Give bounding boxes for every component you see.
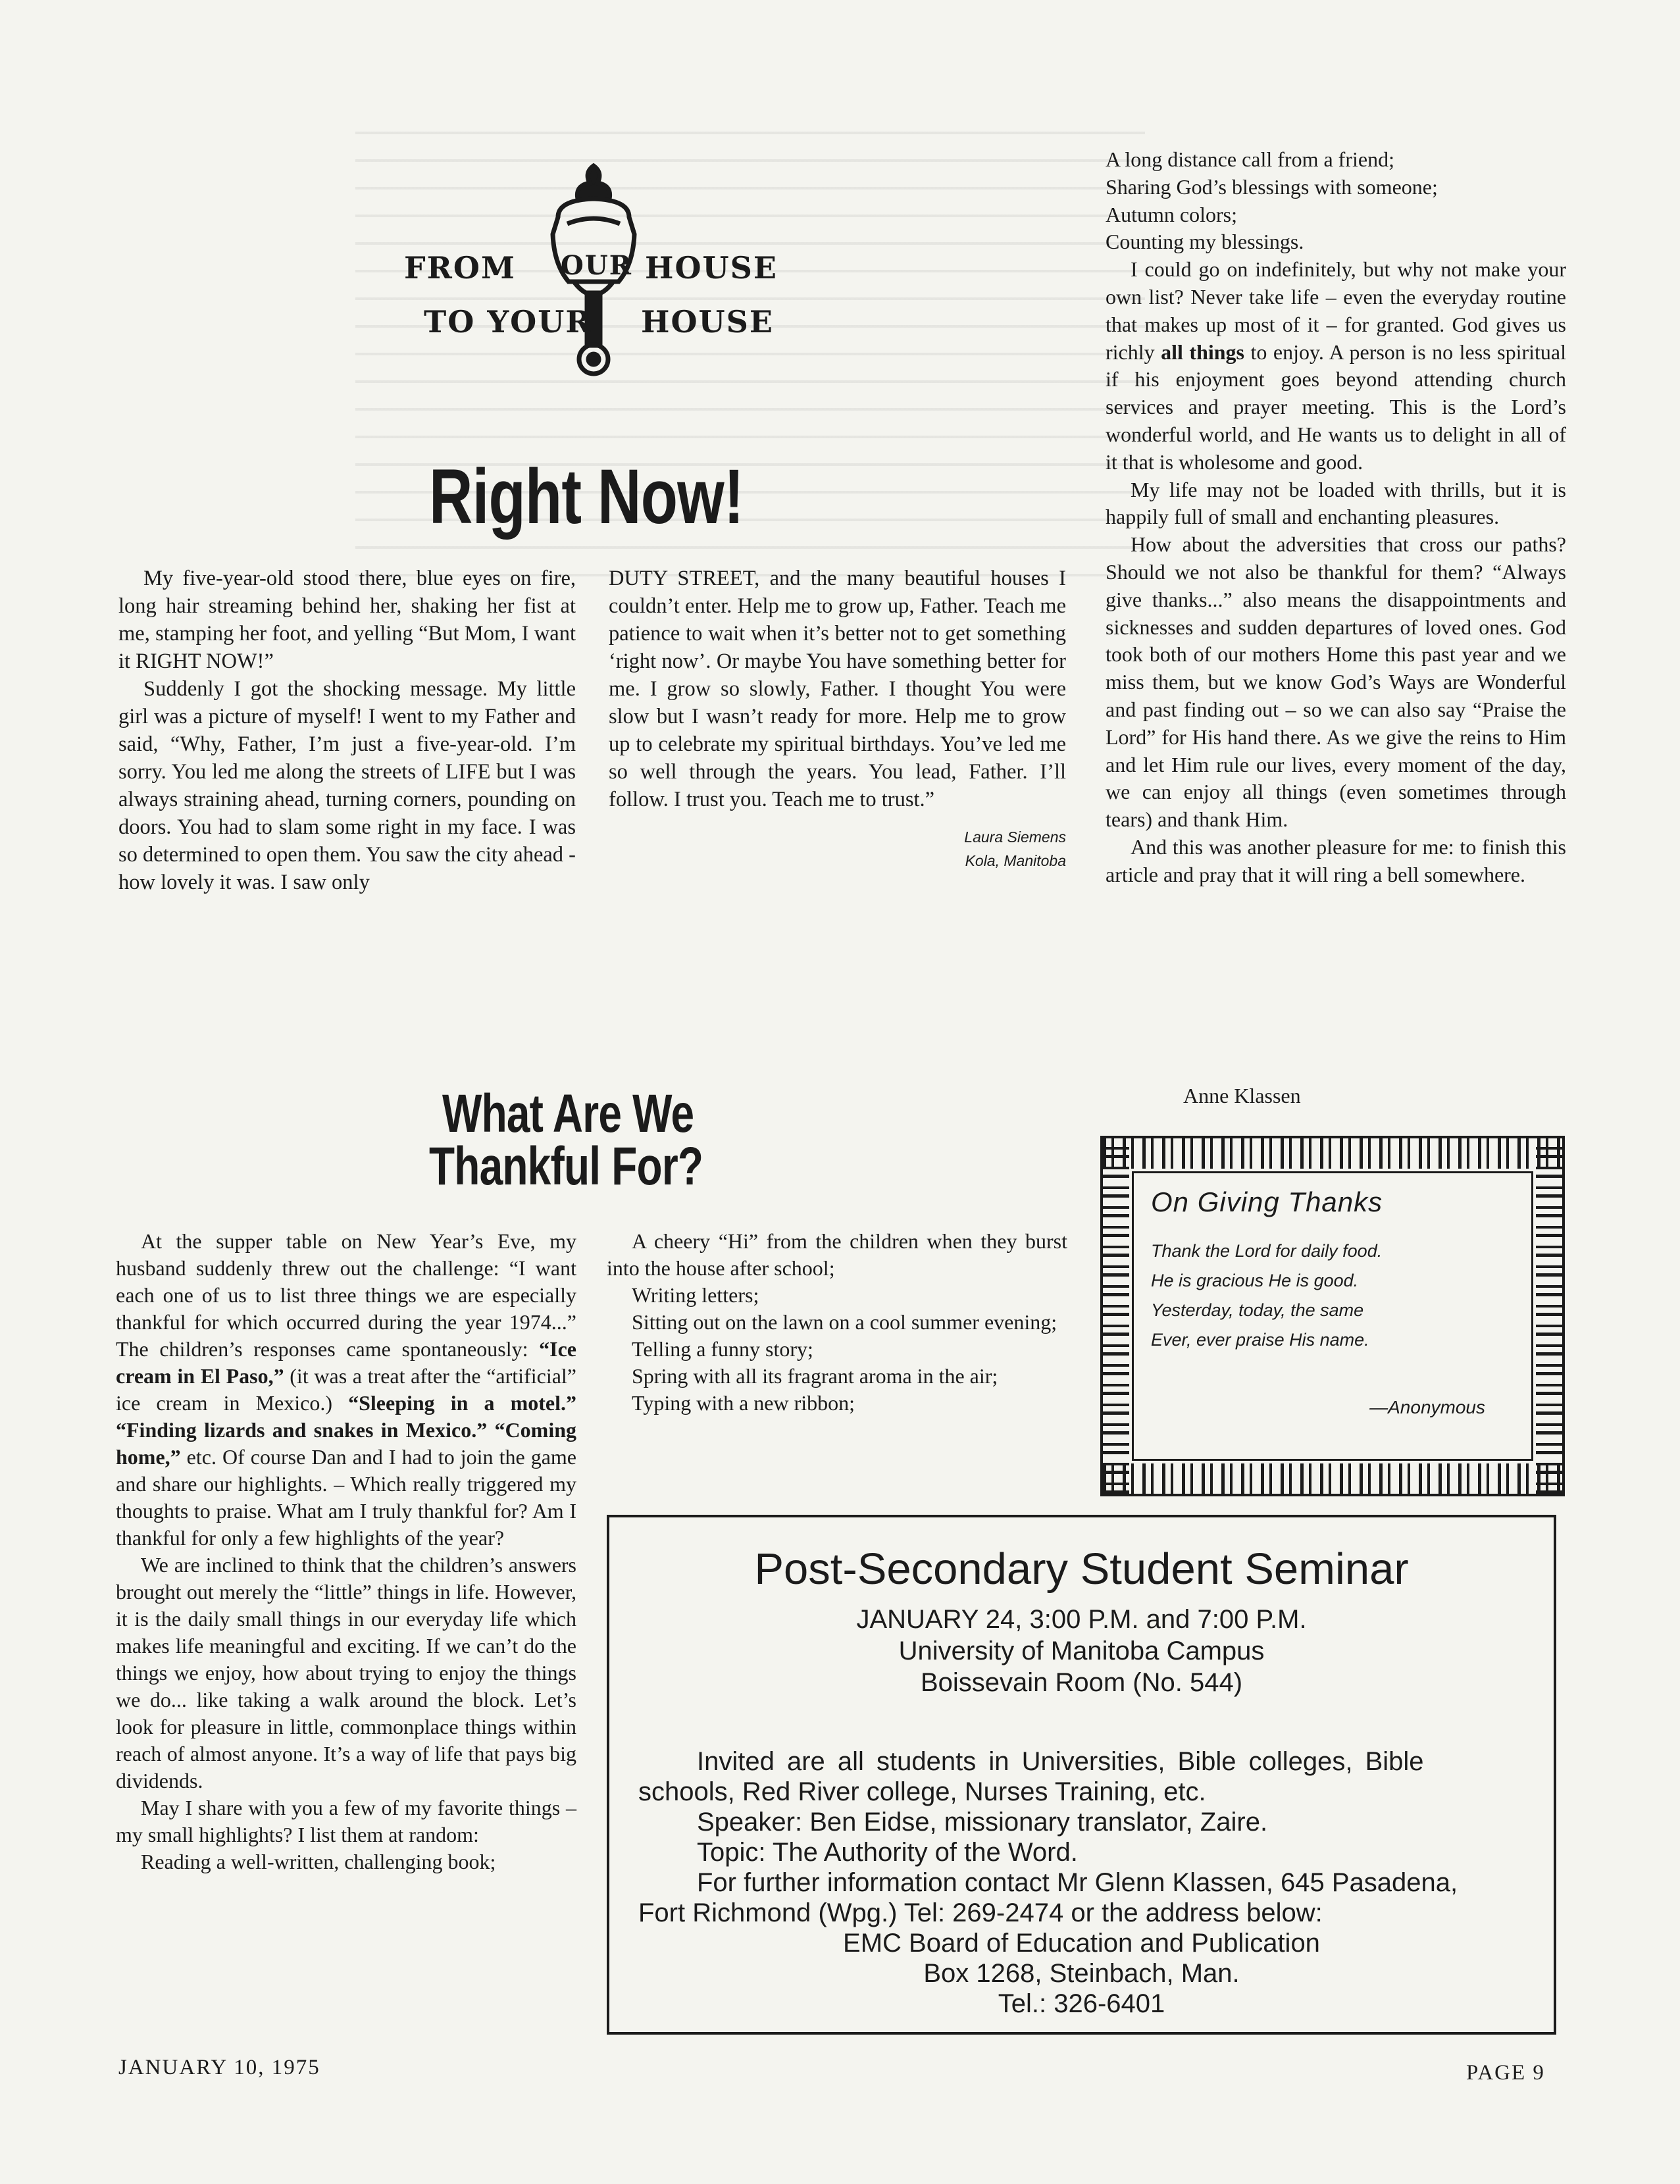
poem-line: Yesterday, today, the same	[1151, 1300, 1364, 1320]
article2-col2-item: Sitting out on the lawn on a cool summer evening;	[632, 1310, 1057, 1334]
article2-col3-list-item: Autumn colors;	[1106, 202, 1237, 226]
poem-lines	[1151, 1236, 1382, 1355]
article2-col1	[116, 1228, 576, 1875]
article1-author: Laura Siemens	[964, 828, 1066, 846]
article2-col1-p4: Reading a well-written, challenging book;	[141, 1850, 496, 1873]
seminar-notice	[607, 1515, 1556, 2035]
poem-author: —Anonymous	[1369, 1397, 1485, 1417]
masthead-line2-right: HOUSE	[641, 304, 774, 340]
article2-col1-p1-a: At the supper table on New Year’s Eve, my husband suddenly threw out the challenge: “I want each one of us to list three things we are especially thankful for which occurred during the year 1974...” The children’s responses came spontaneously:	[116, 1229, 576, 1361]
article2-col1-p1-b: (it was a treat after the “artificial” ice cream in Mexico.)	[116, 1364, 577, 1415]
article2-col2-item: Telling a funny story;	[632, 1337, 813, 1361]
masthead-line1-right: HOUSE	[645, 250, 778, 286]
seminar-tel: Tel.: 326-6401	[998, 1989, 1165, 2018]
article1-col1-p2: Suddenly I got the shocking message. My little girl was a picture of myself! I went to my Father and said, “Why, Father, I’m just a five-year-old. I’m sorry. You led me along the streets of LIFE but I was always straining ahead, turning corners, pounding on doors. You had to slam some right in my face. I was so determined to open them. You saw the city ahead - how lovely it was. I saw only	[118, 677, 576, 894]
article2-col2-item: A cheery “Hi” from the children when they burst into the house after school;	[607, 1229, 1067, 1280]
article2-col3-p3: How about the adversities that cross our paths? Should we not also be thankful for them? “Always give thanks...” also means the disappointments and sicknesses and sudden departures of loved ones. God took both of our mothers Home this past year and we miss them, but we know God’s Ways are Wonderful and past finding out – so we can also say “Praise the Lord” for His hand there. As we give the reins to Him and let Him rule our lives, every moment of the day, we can enjoy all things (even sometimes through tears) and thank Him.	[1106, 532, 1566, 832]
article2-col2-item: Writing letters;	[632, 1283, 759, 1307]
footer-date: JANUARY 10, 1975	[118, 2056, 320, 2079]
article1-title: Right Now!	[429, 453, 744, 540]
article1-col1	[118, 565, 576, 896]
poem-line: Ever, ever praise His name.	[1151, 1330, 1369, 1350]
article2-col3-p4: And this was another pleasure for me: to finish this article and pray that it will ring a bell somewhere.	[1106, 834, 1566, 886]
article2-col3-list-item: Counting my blessings.	[1106, 230, 1304, 254]
article2-col3-p1	[1106, 256, 1566, 476]
article2-col1-p1-c: etc. Of course Dan and I had to join the game and share our highlights. – Which really triggered my thoughts to praise. What am I truly thankful for? Am I thankful for only a few highlights of the year?	[116, 1445, 576, 1550]
article1-location: Kola, Manitoba	[965, 852, 1066, 869]
article2-col2-item: Typing with a new ribbon;	[632, 1391, 855, 1415]
seminar-org: EMC Board of Education and Publication	[843, 1929, 1320, 1958]
article2-col3-p1-a: I could go on indefinitely, but why not make your own list? Never take life – even the everyday routine that makes up most of it – for granted. God gives us richly	[1106, 257, 1566, 364]
article2-col1-p3: May I share with you a few of my favorite things – my small highlights? I list them at random:	[116, 1796, 576, 1846]
article2-col1-bold2: “Sleeping in a motel.” “Finding lizards and snakes in Mexico.” “Coming home,”	[116, 1391, 577, 1469]
seminar-title: Post-Secondary Student Seminar	[754, 1544, 1409, 1594]
seminar-date: JANUARY 24, 3:00 P.M. and 7:00 P.M.	[856, 1605, 1307, 1634]
article1-col2	[609, 565, 1066, 873]
poem-line: He is gracious He is good.	[1151, 1271, 1359, 1290]
article2-col1-p2: We are inclined to think that the children’s answers brought out merely the “little” things in life. However, it is the daily small things in our everyday life which makes life meaningful and exciting. If we can’t do the things we enjoy, how about trying to enjoy the things we do... like taking a walk around the block. Let’s look for pleasure in little, commonplace things within reach of almost anyone. It’s a way of life that pays big dividends.	[116, 1553, 576, 1792]
article2-col1-bold1: “Ice cream in El Paso,”	[116, 1337, 576, 1388]
article2-col3-p1-c: to enjoy. A person is no less spiritual if his enjoyment goes beyond attending church services and prayer meeting. This is the Lord’s wonderful world, and He wants us to delight in all of it that is wholesome and good.	[1106, 340, 1567, 474]
seminar-invite-1: Invited are all students in Universities, Bible colleges, Bible	[697, 1747, 1424, 1776]
seminar-topic: Topic: The Authority of the Word.	[697, 1838, 1078, 1867]
poem-line: Thank the Lord for daily food.	[1151, 1241, 1383, 1261]
masthead-knocker-letters: OUR	[561, 250, 632, 281]
seminar-box: Box 1268, Steinbach, Man.	[923, 1959, 1240, 1988]
article2-col3-list-item: Sharing God’s blessings with someone;	[1106, 174, 1438, 199]
article2-col3-list-item: A long distance call from a friend;	[1106, 147, 1394, 171]
article2-col3	[1106, 146, 1566, 889]
footer-page: PAGE 9	[1466, 2061, 1545, 2085]
poem-box	[1100, 1136, 1565, 1496]
seminar-room: Boissevain Room (No. 544)	[920, 1668, 1243, 1697]
article2-col3-p2: My life may not be loaded with thrills, but it is happily full of small and enchanting pleasures.	[1106, 477, 1566, 529]
masthead-logo	[401, 158, 790, 401]
article2-author: Anne Klassen	[1183, 1084, 1301, 1107]
seminar-speaker: Speaker: Ben Eidse, missionary translator, Zaire.	[697, 1808, 1268, 1837]
poem-title: On Giving Thanks	[1151, 1186, 1383, 1217]
seminar-invite-2: schools, Red River college, Nurses Training, etc.	[638, 1777, 1206, 1806]
seminar-place: University of Manitoba Campus	[898, 1637, 1265, 1665]
masthead-line2-left: TO YOUR	[424, 304, 592, 340]
article2-col3-bold: all things	[1161, 340, 1245, 364]
article2-title-line2: Thankful For?	[429, 1136, 703, 1196]
article2-col2-item: Spring with all its fragrant aroma in the air;	[632, 1364, 998, 1388]
seminar-contact-1: For further information contact Mr Glenn Klassen, 645 Pasadena,	[697, 1868, 1458, 1897]
masthead-line1-left: FROM	[404, 250, 516, 286]
article2-title-line1: What Are We	[442, 1084, 694, 1144]
seminar-contact-2: Fort Richmond (Wpg.) Tel: 269-2474 or the address below:	[638, 1898, 1323, 1927]
article1-col1-p1: My five-year-old stood there, blue eyes on fire, long hair streaming behind her, shaking her fist at me, stamping her foot, and yelling “But Mom, I want it RIGHT NOW!”	[118, 567, 576, 673]
article2-col1-p1	[116, 1228, 576, 1552]
article1-col2-p1: DUTY STREET, and the many beautiful houses I couldn’t enter. Help me to grow up, Father. Teach me patience to wait when it’s better not to get something ‘right now’. Or maybe You have something better for me. I grow so slowly, Father. I thought You were slow but I wasn’t ready for more. Help me to grow up to celebrate my spiritual birthdays. You’ve led me so well through the years. You lead, Father. I’ll follow. I trust you. Teach me to trust.”	[609, 567, 1066, 811]
poem-inner	[1132, 1171, 1533, 1461]
article2-col2	[607, 1228, 1067, 1417]
